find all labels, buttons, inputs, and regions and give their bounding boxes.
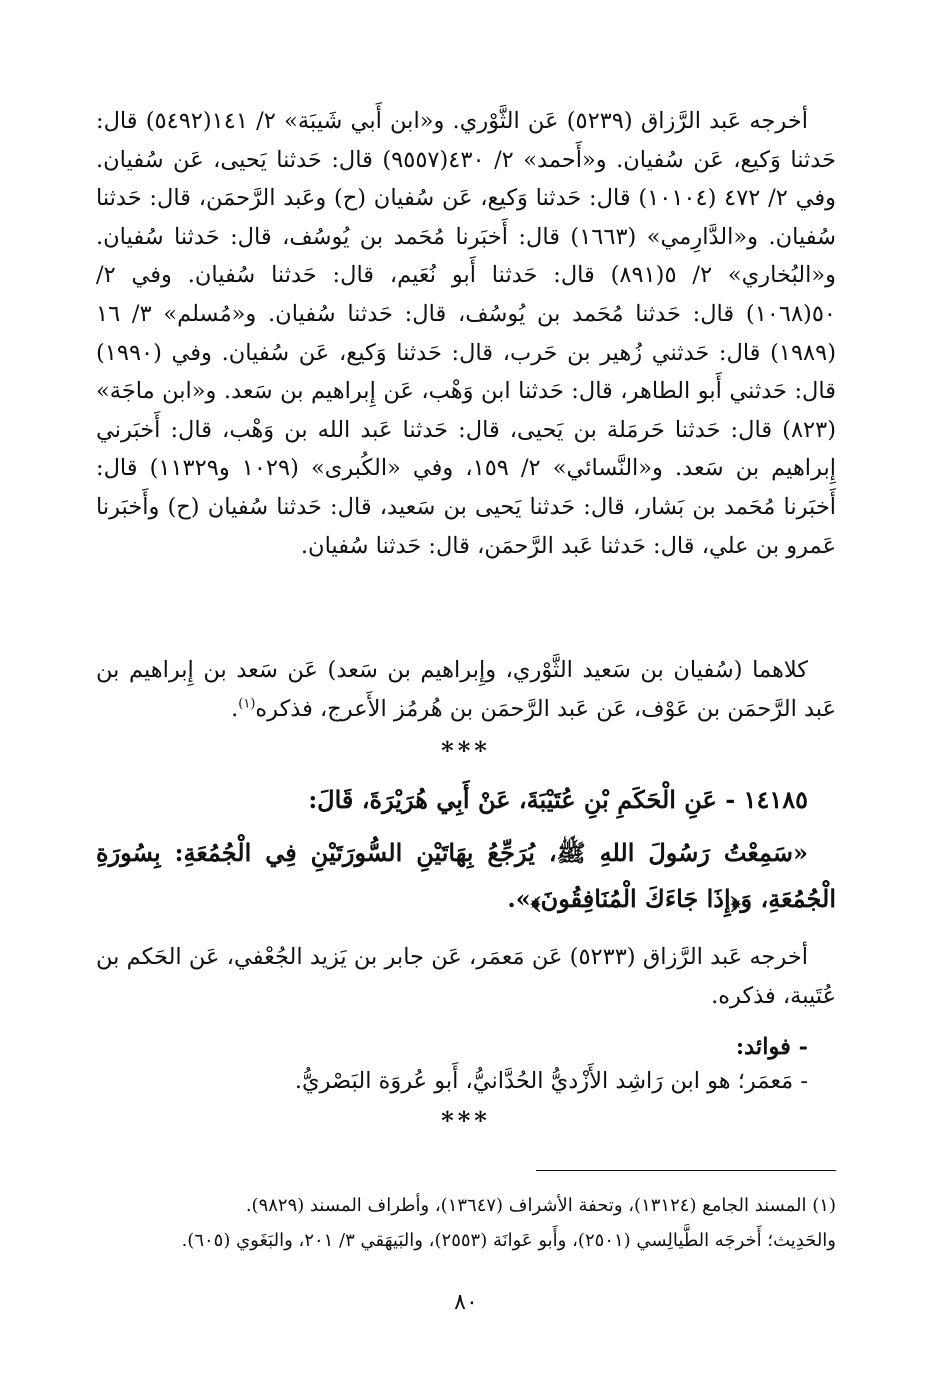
takhrij-paragraph-2: أخرجه عَبد الرَّزاق (٥٢٣٣) عَن مَعمَر، عَن جابر بن يَزيد الجُعْفي، عَن الحَكم بن عُتَيبة، فذكره. bbox=[96, 944, 836, 1009]
hadith-header: ١٤١٨٥ - عَنِ الْحَكَمِ بْنِ عُتَيْبَةَ، عَنْ أَبِي هُرَيْرَةَ، قَالَ: bbox=[308, 785, 808, 814]
kilahuma-text: كلاهما (سُفيان بن سَعيد الثَّوْري، وإِبراهيم بن سَعد) عَن سَعد بن إِبراهيم بن عَبد الرَّحمَن بن عَوْف، عَن عَبد الرَّحمَن بن هُرمُز الأَعرج، فذكره bbox=[96, 657, 836, 722]
section-separator: *** bbox=[441, 736, 491, 765]
footnote-divider bbox=[536, 1170, 836, 1171]
book-page bbox=[96, 0, 836, 1381]
takhrij-paragraph-1: أخرجه عَبد الرَّزاق (٥٢٣٩) عَن الثَّوْري. و«ابن أَبي شَيبَة» ٢/ ١٤١(٥٤٩٢) قال: حَدثنا وَكيع، عَن سُفيان. و«أَحمد» ٢/ ٤٣٠(٩٥٥٧) قال: حَدثنا يَحيى، عَن سُفيان. وفي ٢/ ٤٧٢ (١٠١٠٤) قال: حَدثنا وَكيع، عَن سُفيان (ح) وعَبد الرَّحمَن، قال: حَدثنا سُفيان. و«الدَّارِمي» (١٦٦٣) قال: أَخبَرنا مُحَمد بن يُوسُف، قال: حَدثنا سُفيان. و«البُخاري» ٢/ ٥(٨٩١) قال: حَدثنا أَبو نُعَيم، قال: حَدثنا سُفيان. وفي ٢/ ٥٠(١٠٦٨) قال: حَدثنا مُحَمد بن يُوسُف، قال: حَدثنا سُفيان. و«مُسلم» ٣/ ١٦ (١٩٨٩) قال: حَدثني زُهير بن حَرب، قال: حَدثنا وَكيع، عَن سُفيان. وفي (١٩٩٠) قال: حَدثني أَبو الطاهر، قال: حَدثنا ابن وَهْب، عَن إِبراهيم بن سَعد. و«ابن ماجَة» (٨٢٣) قال: حَدثنا حَرمَلة بن يَحيى، قال: حَدثنا عَبد الله بن وَهْب، قال: أَخبَرني إِبراهيم بن سَعد. و«النَّسائي» ٢/ ١٥٩، وفي «الكُبرى» (١٠٢٩ و١١٣٢٩) قال: أَخبَرنا مُحَمد بن بَشار، قال: حَدثنا يَحيى بن سَعيد، قال: حَدثنا سُفيان (ح) وأَخبَرنا عَمرو بن علي، قال: حَدثنا عَبد الرَّحمَن، قال: حَدثنا سُفيان. bbox=[96, 108, 837, 559]
page-number: ٨٠ bbox=[454, 1290, 478, 1315]
section-separator: *** bbox=[441, 1106, 491, 1135]
footnote-line-2: والحَدِيث؛ أَخرجَه الطَّيالِسي (٢٥٠١)، وأَبو عَوانَة (٢٥٥٣)، والبَيهَقي ٣/ ٢٠١، والبَغَوي (٦٠٥). bbox=[181, 1230, 836, 1251]
hadith-matn: «سَمِعْتُ رَسُولَ اللهِ ﷺ، يُرَجِّعُ بِهَاتَيْنِ السُّورَتَيْنِ فِي الْجُمُعَةِ: بِسُورَةِ الْجُمُعَةِ، وَ﴿إِذَا جَاءَكَ الْمُنَافِقُونَ﴾». bbox=[96, 838, 836, 913]
fawaid-heading: - فوائد: bbox=[735, 1034, 808, 1060]
kilahuma-end: . bbox=[231, 695, 239, 722]
kilahuma-paragraph bbox=[96, 651, 836, 728]
fawaid-item: - مَعمَر؛ هو ابن رَاشِد الأَزْديُّ الحُدَّانيُّ، أَبو عُروَة البَصْريُّ. bbox=[294, 1068, 808, 1094]
footnote-reference[interactable]: (١) bbox=[238, 696, 256, 712]
footnote-line-1: (١) المسند الجامع (١٣١٢٤)، وتحفة الأشراف (١٣٦٤٧)، وأطراف المسند (٩٨٢٩). bbox=[245, 1195, 836, 1216]
footnote bbox=[96, 1188, 836, 1258]
